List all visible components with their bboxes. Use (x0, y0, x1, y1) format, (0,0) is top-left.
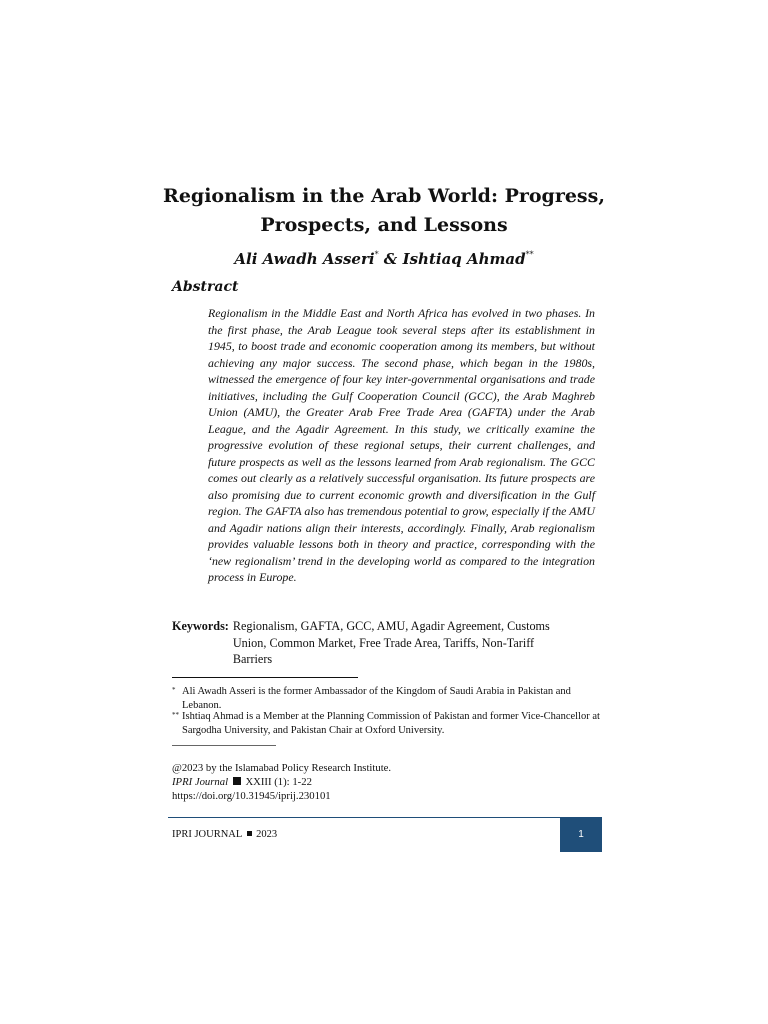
footnote-2-text: Ishtiaq Ahmad is a Member at the Planning Commission of Pakistan and former Vice-Chancellor at Sargodha University, and Pakistan Chair at Oxford University. (182, 711, 600, 736)
journal-name: IPRI Journal (172, 776, 229, 788)
footnote-2-mark: ** (172, 711, 179, 719)
publication-divider (172, 745, 276, 746)
journal-volume: XXIII (1): 1-22 (245, 776, 312, 788)
footnote-1-text: Ali Awadh Asseri is the former Ambassador of the Kingdom of Saudi Arabia in Pakistan and Lebanon. (182, 686, 571, 711)
page-number-badge: 1 (560, 818, 602, 852)
black-square-icon (233, 777, 241, 785)
keywords-label: Keywords: (172, 619, 229, 633)
footnote-divider (172, 677, 358, 678)
doi-link[interactable]: https://doi.org/10.31945/iprij.230101 (172, 790, 331, 802)
keywords-block (172, 618, 592, 668)
abstract-heading: Abstract (172, 279, 239, 295)
footnote-2 (172, 710, 602, 737)
abstract-text: Regionalism in the Middle East and North Africa has evolved in two phases. In the first phase, the Arab League took several steps after its establishment in 1945, to boost trade and economic cooperation among its members, but without achieving any major success. The second phase, which began in the 1980s, witnessed the emergence of four key inter-governmental organisations and trade initiatives, including the Gulf Cooperation Council (GCC), the Arab Maghreb Union (AMU), the Greater Arab Free Trade Area (GAFTA) under the Arab League, and the Agadir Agreement. In this study, we critically examine the progressive evolution of these regional setups, their current challenges, and future prospects as well as the lessons learned from Arab regionalism. The GCC comes out clearly as a relatively successful organisation. Its future prospects are also promising due to current economic growth and diversification in the Gulf region. The GAFTA also has tremendous potential to grow, especially if the AMU and Agadir nations align their interests, accordingly. Finally, Arab regionalism provides valuable lessons both in theory and practice, corresponding with the ‘new regionalism’ trend in the developing world as compared to the integration process in Europe. (208, 306, 595, 584)
paper-title: Regionalism in the Arab World: Progress, Prospects, and Lessons (163, 185, 605, 236)
running-footer (172, 828, 277, 842)
footnote-1 (172, 685, 602, 712)
author-1-footnote-mark: * (374, 250, 379, 259)
footer-year: 2023 (256, 829, 278, 840)
author-2-footnote-mark: ** (525, 250, 534, 259)
footer-divider (168, 817, 602, 818)
author-2-name: Ishtiaq Ahmad (402, 250, 526, 268)
footnote-1-mark: * (172, 686, 176, 694)
journal-citation-line (172, 775, 312, 789)
copyright-line: @2023 by the Islamabad Policy Research Institute. (172, 762, 392, 774)
author-line (150, 249, 618, 269)
footer-journal: IPRI JOURNAL (172, 829, 242, 840)
author-separator: & (378, 250, 403, 268)
footer-square-icon (247, 831, 252, 836)
author-1-name: Ali Awadh Asseri (234, 250, 375, 268)
keywords-list: Regionalism, GAFTA, GCC, AMU, Agadir Agreement, Customs Union, Common Market, Free Trade Area, Tariffs, Non-Tariff Barriers (232, 619, 550, 666)
